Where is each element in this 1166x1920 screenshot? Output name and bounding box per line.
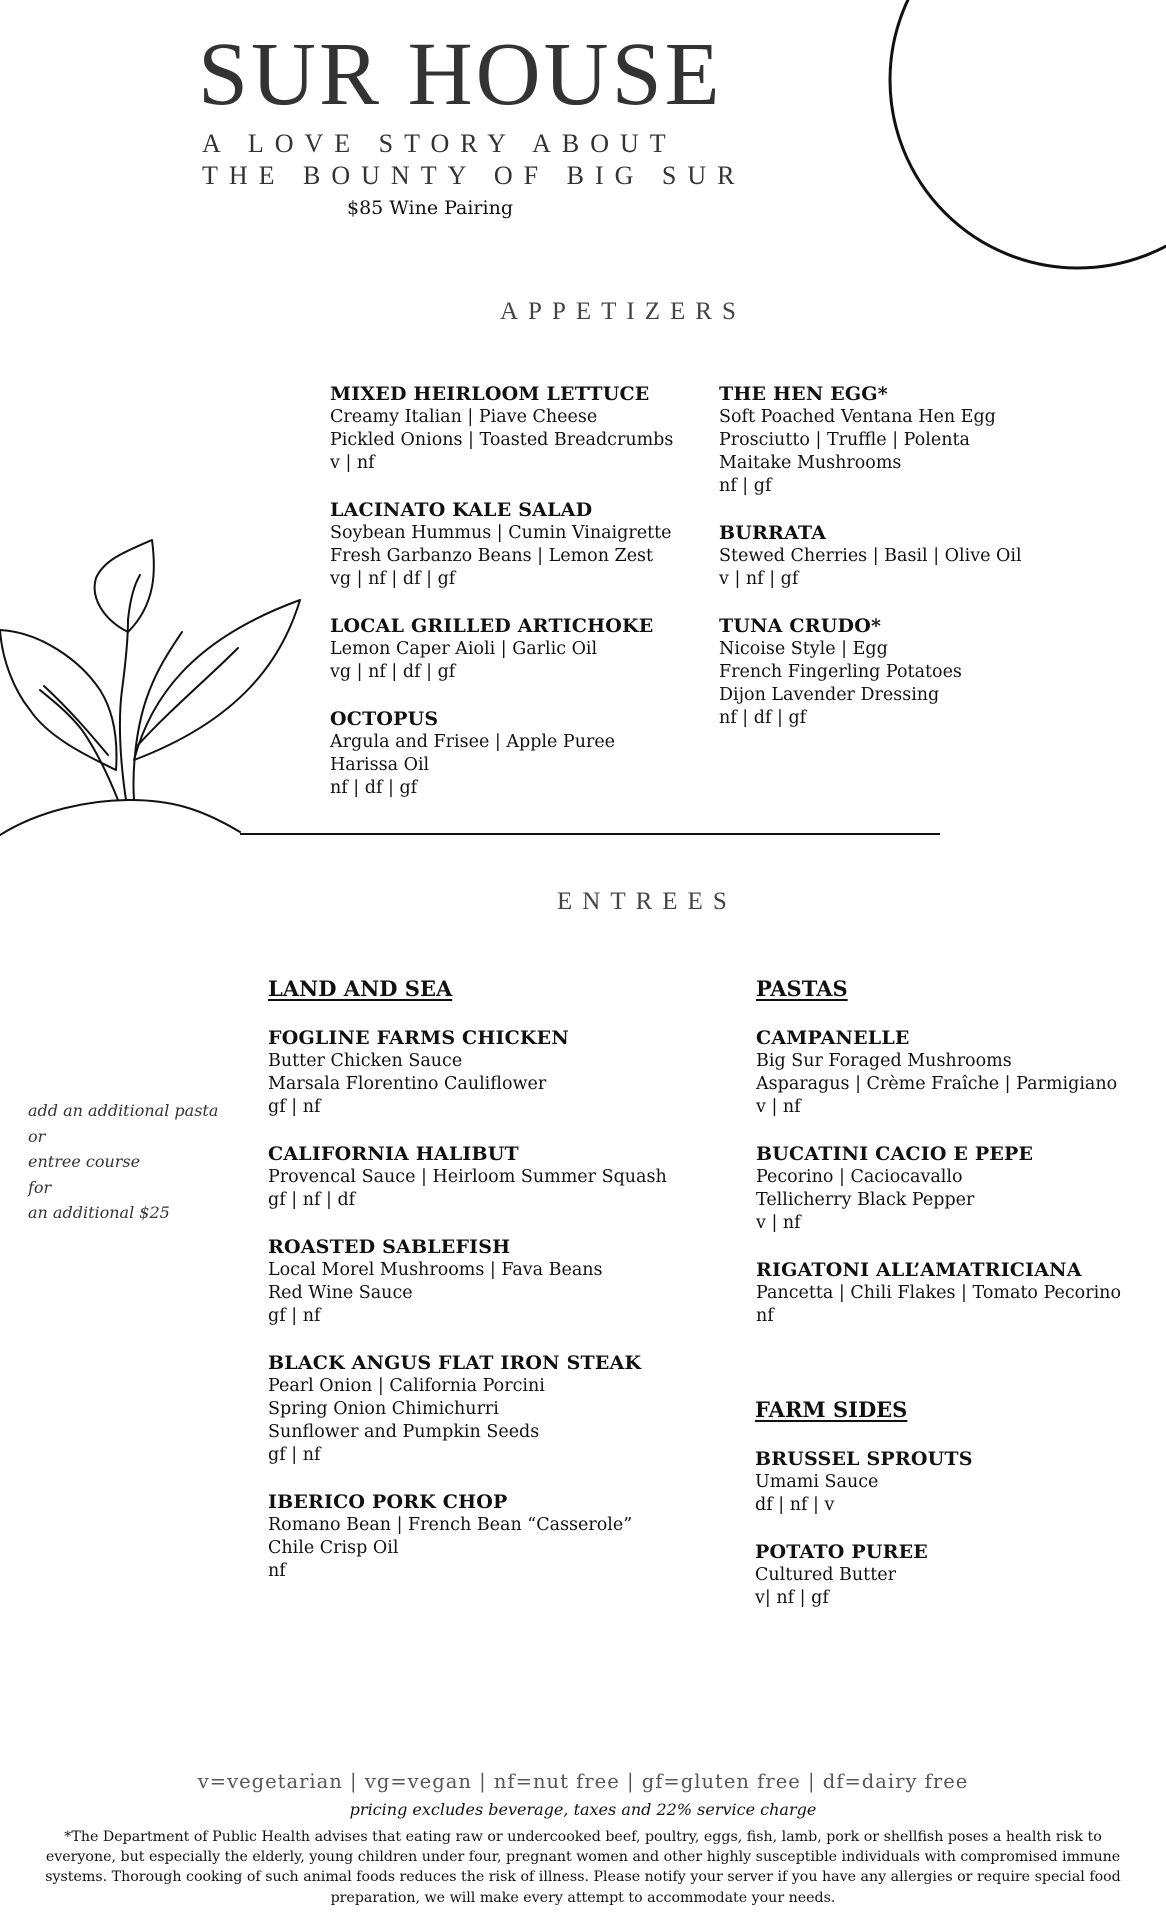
plant-sprig-icon	[0, 540, 300, 835]
item-dietary-tags: v | nf | gf	[719, 569, 799, 589]
restaurant-title: SUR HOUSE	[198, 25, 723, 124]
item-description: Argula and Frisee | Apple Puree	[330, 732, 616, 752]
item-dietary-tags: nf	[268, 1561, 286, 1581]
item-dietary-tags: gf | nf | df	[268, 1190, 356, 1210]
item-name: MIXED HEIRLOOM LETTUCE	[330, 383, 650, 405]
wine-pairing-price: $85 Wine Pairing	[347, 197, 513, 219]
land-and-sea-heading: LAND AND SEA	[268, 976, 453, 1001]
item-description: Big Sur Foraged Mushrooms	[756, 1051, 1012, 1071]
health-disclaimer: *The Department of Public Health advises that eating raw or undercooked beef, poultry, eggs, fish, lamb, pork or shellfish poses a health risk to everyone, but especially the elderly, young children under four, pregnant women and other highly susceptible individuals with compromised immune systems. Thorough cooking of such animal foods reduces the risk of illness. Please notify your server if you have any allergies or require special food preparation, we will make every attempt to accommodate your needs.	[45, 1829, 1121, 1906]
item-description: Sunflower and Pumpkin Seeds	[268, 1422, 540, 1442]
menu-item	[268, 1490, 667, 1583]
item-name: RIGATONI ALL’AMATRICIANA	[756, 1259, 1082, 1281]
menu-item	[330, 498, 673, 591]
menu-item	[268, 1026, 667, 1119]
item-description: Fresh Garbanzo Beans | Lemon Zest	[330, 546, 654, 566]
item-name: BLACK ANGUS FLAT IRON STEAK	[268, 1352, 642, 1374]
item-description: Pearl Onion | California Porcini	[268, 1376, 545, 1396]
pricing-note: pricing excludes beverage, taxes and 22% service charge	[349, 1800, 817, 1819]
item-description: Pancetta | Chili Flakes | Tomato Pecorino	[756, 1283, 1121, 1303]
item-description: Harissa Oil	[330, 755, 430, 775]
item-dietary-tags: v | nf	[756, 1097, 801, 1117]
tagline-line-2: THE BOUNTY OF BIG SUR	[202, 161, 746, 190]
item-description: Butter Chicken Sauce	[268, 1051, 463, 1071]
farm-sides-heading: FARM SIDES	[755, 1397, 908, 1422]
item-description: Provencal Sauce | Heirloom Summer Squash	[268, 1167, 667, 1187]
item-dietary-tags: v | nf	[330, 453, 375, 473]
item-dietary-tags: nf | df | gf	[719, 708, 807, 728]
item-name: CALIFORNIA HALIBUT	[268, 1143, 519, 1165]
item-description: French Fingerling Potatoes	[719, 662, 962, 682]
item-name: BUCATINI CACIO E PEPE	[756, 1143, 1034, 1165]
item-dietary-tags: vg | nf | df | gf	[330, 569, 456, 589]
menu-item	[330, 614, 673, 684]
item-dietary-tags: gf | nf	[268, 1306, 321, 1326]
menu-item	[755, 1540, 973, 1610]
menu-item	[719, 614, 1022, 730]
item-description: Tellicherry Black Pepper	[756, 1190, 975, 1210]
item-description: Asparagus | Crème Fraîche | Parmigiano	[756, 1074, 1118, 1094]
item-dietary-tags: df | nf | v	[755, 1495, 835, 1515]
addon-note	[28, 1098, 218, 1226]
item-name: BURRATA	[719, 522, 827, 544]
entrees-heading: ENTREES	[557, 888, 737, 915]
menu-item	[719, 521, 1022, 591]
item-description: Creamy Italian | Piave Cheese	[330, 407, 598, 427]
item-description: Marsala Florentino Cauliflower	[268, 1074, 547, 1094]
item-description: Dijon Lavender Dressing	[719, 685, 940, 705]
decorative-circle	[890, 0, 1166, 268]
menu-item	[268, 1142, 667, 1212]
menu-item	[330, 382, 673, 475]
item-name: BRUSSEL SPROUTS	[755, 1448, 973, 1470]
item-name: IBERICO PORK CHOP	[268, 1491, 508, 1513]
item-dietary-tags: gf | nf	[268, 1097, 321, 1117]
tagline-line-1: A LOVE STORY ABOUT	[202, 129, 677, 158]
dietary-legend: v=vegetarian | vg=vegan | nf=nut free | gf=gluten free | df=dairy free	[197, 1770, 969, 1793]
item-description: Red Wine Sauce	[268, 1283, 413, 1303]
addon-line: an additional $25	[28, 1203, 170, 1222]
item-dietary-tags: v | nf	[756, 1213, 801, 1233]
item-name: POTATO PUREE	[755, 1541, 928, 1563]
item-description: Umami Sauce	[755, 1472, 879, 1492]
menu-item	[268, 1351, 667, 1467]
appetizers-heading: APPETIZERS	[500, 298, 746, 325]
farm-sides-column	[755, 1397, 973, 1633]
item-name: ROASTED SABLEFISH	[268, 1236, 511, 1258]
item-description: Soft Poached Ventana Hen Egg	[719, 407, 996, 427]
item-description: Pickled Onions | Toasted Breadcrumbs	[330, 430, 674, 450]
item-description: Chile Crisp Oil	[268, 1538, 399, 1558]
item-name: LOCAL GRILLED ARTICHOKE	[330, 615, 654, 637]
menu-item	[756, 1142, 1121, 1235]
item-name: FOGLINE FARMS CHICKEN	[268, 1027, 569, 1049]
item-dietary-tags: nf | df | gf	[330, 778, 418, 798]
item-name: THE HEN EGG*	[719, 383, 888, 405]
item-name: OCTOPUS	[330, 708, 439, 730]
item-name: TUNA CRUDO*	[719, 615, 882, 637]
item-description: Soybean Hummus | Cumin Vinaigrette	[330, 523, 672, 543]
menu-item	[719, 382, 1022, 498]
item-dietary-tags: v| nf | gf	[755, 1588, 829, 1608]
menu-item	[330, 707, 673, 800]
item-description: Prosciutto | Truffle | Polenta	[719, 430, 970, 450]
item-name: CAMPANELLE	[756, 1027, 910, 1049]
item-dietary-tags: gf | nf	[268, 1445, 321, 1465]
item-description: Stewed Cherries | Basil | Olive Oil	[719, 546, 1022, 566]
menu-item	[755, 1447, 973, 1517]
item-dietary-tags: nf	[756, 1306, 774, 1326]
pastas-heading: PASTAS	[756, 976, 848, 1001]
item-description: Pecorino | Caciocavallo	[756, 1167, 963, 1187]
menu-item	[756, 1258, 1121, 1328]
pastas-column	[756, 976, 1121, 1351]
item-description: Nicoise Style | Egg	[719, 639, 888, 659]
addon-line: entree course	[28, 1152, 141, 1171]
item-description: Maitake Mushrooms	[719, 453, 902, 473]
item-description: Spring Onion Chimichurri	[268, 1399, 499, 1419]
appetizers-right-column	[719, 382, 1022, 753]
item-description: Local Morel Mushrooms | Fava Beans	[268, 1260, 603, 1280]
menu-item	[756, 1026, 1121, 1119]
item-dietary-tags: nf | gf	[719, 476, 772, 496]
item-dietary-tags: vg | nf | df | gf	[330, 662, 456, 682]
item-description: Lemon Caper Aioli | Garlic Oil	[330, 639, 598, 659]
item-name: LACINATO KALE SALAD	[330, 499, 593, 521]
land-and-sea-column	[268, 976, 667, 1606]
addon-line: for	[28, 1177, 52, 1197]
appetizers-left-column	[330, 382, 673, 823]
item-description: Romano Bean | French Bean “Casserole”	[268, 1515, 633, 1535]
item-description: Cultured Butter	[755, 1565, 896, 1585]
addon-line: add an additional pasta	[28, 1101, 219, 1120]
menu-item	[268, 1235, 667, 1328]
addon-line: or	[28, 1126, 46, 1146]
